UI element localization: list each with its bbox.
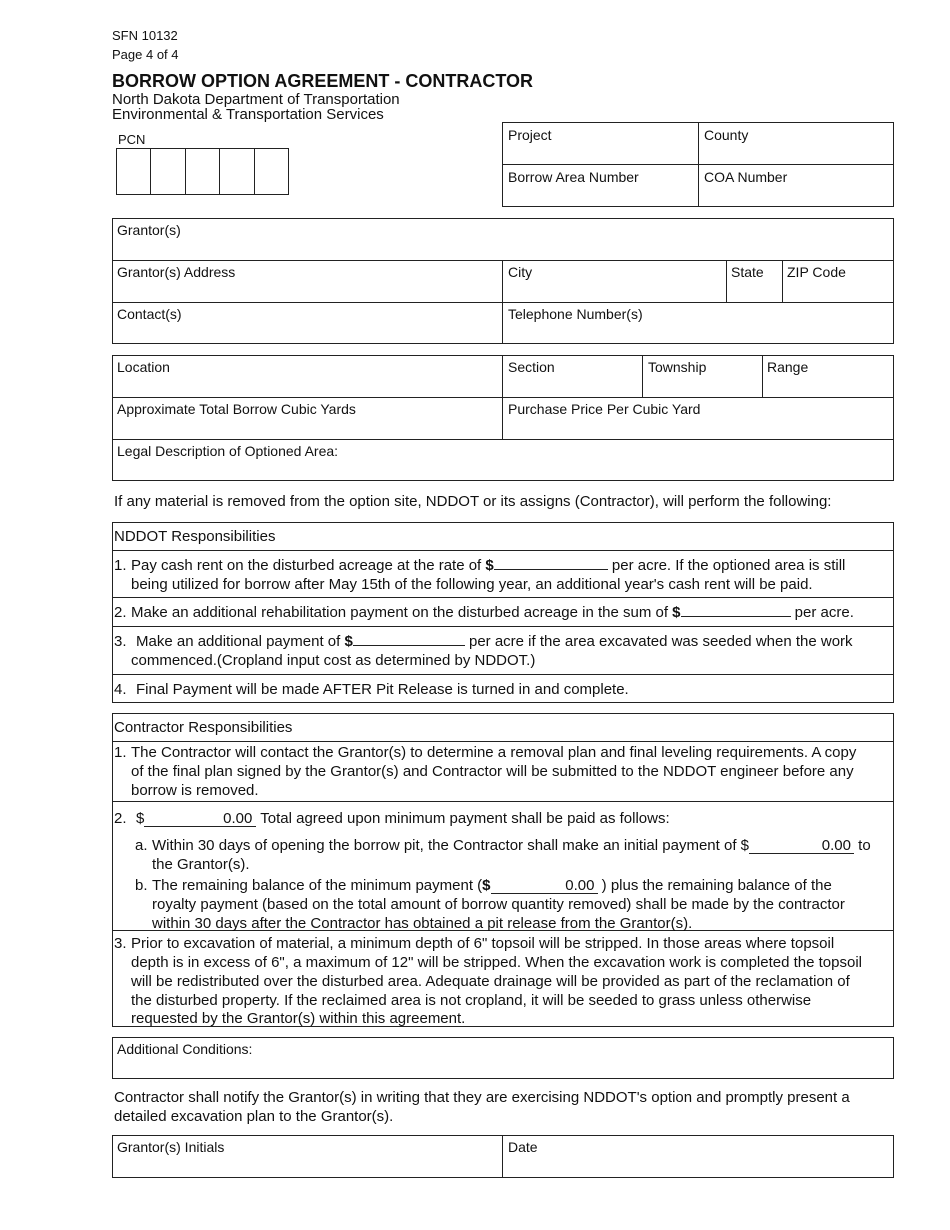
contractor-item-1-number: 1. xyxy=(114,744,127,761)
nddot-item-1-line-2: being utilized for borrow after May 15th of the following year, an additional year's cash rent will be paid. xyxy=(131,576,813,593)
rehabilitation-payment-input[interactable] xyxy=(681,616,791,617)
city-field[interactable]: City xyxy=(508,264,533,280)
pcn-boxes xyxy=(116,148,289,195)
section-field[interactable]: Section xyxy=(508,359,555,375)
contractor-item-1-line-3: borrow is removed. xyxy=(131,782,259,799)
minimum-payment-amount[interactable]: 0.00 xyxy=(144,811,256,827)
nddot-item-3: Make an additional payment of $ per acre if the area excavated was seeded when the work xyxy=(136,633,853,650)
nddot-item-2-number: 2. xyxy=(114,604,127,621)
nddot-item-3-number: 3. xyxy=(114,633,127,650)
notify-text-line-1: Contractor shall notify the Grantor(s) in writing that they are exercising NDDOT's option and promptly present a xyxy=(114,1089,850,1106)
contacts-field[interactable]: Contact(s) xyxy=(117,306,182,322)
remaining-balance-amount[interactable]: 0.00 xyxy=(491,878,598,894)
contractor-item-3-number: 3. xyxy=(114,935,127,952)
telephone-field[interactable]: Telephone Number(s) xyxy=(508,306,643,322)
zip-code-field[interactable]: ZIP Code xyxy=(787,264,846,280)
grantor-box xyxy=(112,218,894,344)
seeded-area-payment-input[interactable] xyxy=(353,645,465,646)
nddot-item-3-line-2: commenced.(Cropland input cost as determined by NDDOT.) xyxy=(131,652,536,669)
pcn-digit-5[interactable] xyxy=(255,149,288,194)
contractor-item-3-line-1: Prior to excavation of material, a minimum depth of 6" topsoil will be stripped. In those areas where topsoil xyxy=(131,935,835,952)
grantor-initials-field[interactable]: Grantor(s) Initials xyxy=(117,1139,225,1155)
grantors-field[interactable]: Grantor(s) xyxy=(117,222,181,238)
contractor-item-2: $ 0.00 Total agreed upon minimum payment shall be paid as follows: xyxy=(136,810,670,827)
contractor-item-3-line-5: requested by the Grantor(s) within this agreement. xyxy=(131,1010,466,1027)
grantor-address-field[interactable]: Grantor(s) Address xyxy=(117,264,236,280)
pcn-digit-1[interactable] xyxy=(117,149,151,194)
contractor-item-2a-line-2: the Grantor(s). xyxy=(152,856,250,873)
approx-cubic-yards-field[interactable]: Approximate Total Borrow Cubic Yards xyxy=(117,401,356,417)
location-field[interactable]: Location xyxy=(117,359,170,375)
project-field[interactable]: Project xyxy=(508,127,552,143)
nddot-item-4-number: 4. xyxy=(114,681,127,698)
contractor-item-1-line-2: of the final plan signed by the Grantor(s) and Contractor will be submitted to the NDDOT engineer before any xyxy=(131,763,854,780)
coa-number-field[interactable]: COA Number xyxy=(704,169,788,185)
cash-rent-rate-input[interactable] xyxy=(494,569,608,570)
contractor-item-2b-line-2: royalty payment (based on the total amount of borrow quantity removed) shall be made by the contractor xyxy=(152,896,845,913)
pcn-label: PCN xyxy=(118,132,146,147)
page-indicator: Page 4 of 4 xyxy=(112,47,179,62)
department-name: North Dakota Department of Transportation xyxy=(112,91,400,108)
contractor-item-2b-letter: b. xyxy=(135,877,148,894)
range-field[interactable]: Range xyxy=(767,359,809,375)
contractor-item-3-line-4: the disturbed property. If the reclaimed area is not cropland, it will be seeded to grass unless otherwise xyxy=(131,992,812,1009)
contractor-heading: Contractor Responsibilities xyxy=(114,719,293,736)
intro-text: If any material is removed from the option site, NDDOT or its assigns (Contractor), will perform the following: xyxy=(114,493,832,510)
nddot-item-1-number: 1. xyxy=(114,557,127,574)
pcn-digit-3[interactable] xyxy=(186,149,220,194)
nddot-item-1: Pay cash rent on the disturbed acreage at the rate of $ per acre. If the optioned area is still xyxy=(131,557,846,574)
nddot-item-4: Final Payment will be made AFTER Pit Release is turned in and complete. xyxy=(136,681,629,698)
nddot-heading: NDDOT Responsibilities xyxy=(114,528,276,545)
contractor-item-3-line-2: depth is in excess of 6", a maximum of 12" will be stripped. When the excavation work is completed the topsoil xyxy=(131,954,863,971)
contractor-item-3-line-3: will be redistributed over the disturbed area. Adequate drainage will be provided as part of the reclamation of xyxy=(131,973,850,990)
township-field[interactable]: Township xyxy=(648,359,707,375)
contractor-item-2b-line-3: within 30 days after the Contractor has obtained a pit release from the Grantor(s). xyxy=(152,915,693,932)
contractor-item-2b: The remaining balance of the minimum payment ($ 0.00 ) plus the remaining balance of the xyxy=(152,877,832,894)
state-field[interactable]: State xyxy=(731,264,764,280)
price-per-cubic-yard-field[interactable]: Purchase Price Per Cubic Yard xyxy=(508,401,701,417)
form-title: BORROW OPTION AGREEMENT - CONTRACTOR xyxy=(112,71,533,91)
date-field[interactable]: Date xyxy=(508,1139,538,1155)
legal-description-field[interactable]: Legal Description of Optioned Area: xyxy=(117,443,339,459)
pcn-digit-2[interactable] xyxy=(151,149,185,194)
initials-date-box xyxy=(112,1135,894,1178)
notify-text-line-2: detailed excavation plan to the Grantor(s). xyxy=(114,1108,394,1125)
form-number: SFN 10132 xyxy=(112,28,178,43)
contractor-item-1-line-1: The Contractor will contact the Grantor(s) to determine a removal plan and final leveling requirements. A copy xyxy=(131,744,857,761)
contractor-item-2a: Within 30 days of opening the borrow pit, the Contractor shall make an initial payment of $ 0.00 to xyxy=(152,837,871,854)
county-field[interactable]: County xyxy=(704,127,749,143)
borrow-area-number-field[interactable]: Borrow Area Number xyxy=(508,169,639,185)
contractor-item-2a-letter: a. xyxy=(135,837,148,854)
nddot-item-2: Make an additional rehabilitation payment on the disturbed acreage in the sum of $ per acre. xyxy=(131,604,854,621)
initial-payment-amount[interactable]: 0.00 xyxy=(749,838,854,854)
contractor-item-2-number: 2. xyxy=(114,810,127,827)
division-name: Environmental & Transportation Services xyxy=(112,106,384,123)
additional-conditions-label: Additional Conditions: xyxy=(117,1041,253,1057)
pcn-digit-4[interactable] xyxy=(220,149,254,194)
